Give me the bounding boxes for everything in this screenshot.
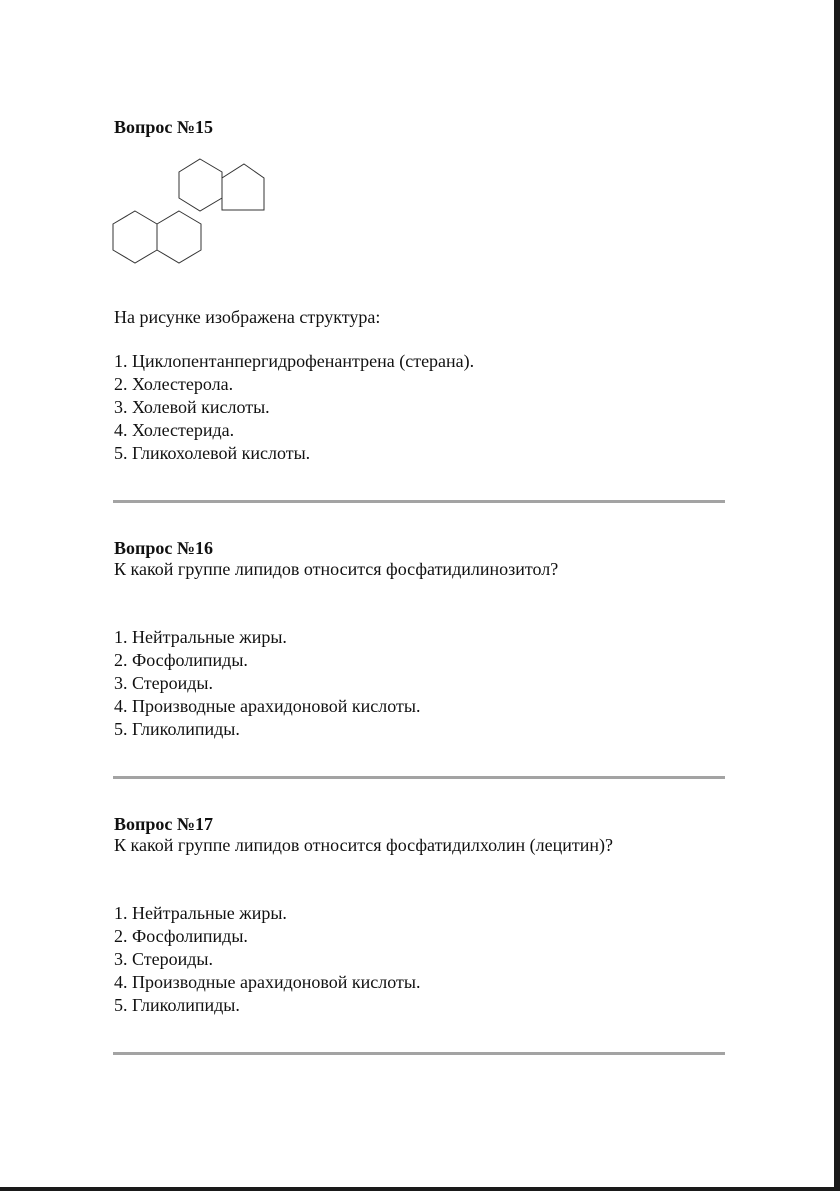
question-15-title: Вопрос №15 [114, 117, 213, 137]
section-divider [113, 1052, 725, 1055]
steroid-structure-figure [110, 154, 270, 278]
question-17-option-1: 1. Нейтральные жиры. [114, 903, 287, 923]
question-15-option-1: 1. Циклопентанпергидрофенантрена (стерана). [114, 351, 475, 371]
question-15-option-2: 2. Холестерола. [114, 374, 234, 394]
page-edge-right [834, 0, 840, 1191]
question-17-option-2: 2. Фосфолипиды. [114, 926, 248, 946]
question-16-option-3: 3. Стероиды. [114, 673, 214, 693]
question-17-prompt: К какой группе липидов относится фосфатидилхолин (лецитин)? [114, 835, 614, 855]
question-17-option-3: 3. Стероиды. [114, 949, 214, 969]
question-15-option-3: 3. Холевой кислоты. [114, 397, 270, 417]
ring-c [179, 159, 222, 211]
question-17-title: Вопрос №17 [114, 814, 213, 834]
question-17-option-4: 4. Производные арахидоновой кислоты. [114, 972, 421, 992]
question-16-title: Вопрос №16 [114, 538, 213, 558]
page-edge-bottom [0, 1187, 840, 1191]
section-divider [113, 500, 725, 503]
question-15-option-5: 5. Гликохолевой кислоты. [114, 443, 311, 463]
ring-b [157, 211, 201, 263]
section-divider [113, 776, 725, 779]
question-15-option-4: 4. Холестерида. [114, 420, 235, 440]
question-16-option-2: 2. Фосфолипиды. [114, 650, 248, 670]
question-17-option-5: 5. Гликолипиды. [114, 995, 240, 1015]
question-16-option-5: 5. Гликолипиды. [114, 719, 240, 739]
question-15-prompt: На рисунке изображена структура: [114, 307, 381, 327]
question-16-option-1: 1. Нейтральные жиры. [114, 627, 287, 647]
question-16-option-4: 4. Производные арахидоновой кислоты. [114, 696, 421, 716]
ring-d [222, 164, 264, 210]
question-16-prompt: К какой группе липидов относится фосфатидилинозитол? [114, 559, 559, 579]
ring-a [113, 211, 157, 263]
